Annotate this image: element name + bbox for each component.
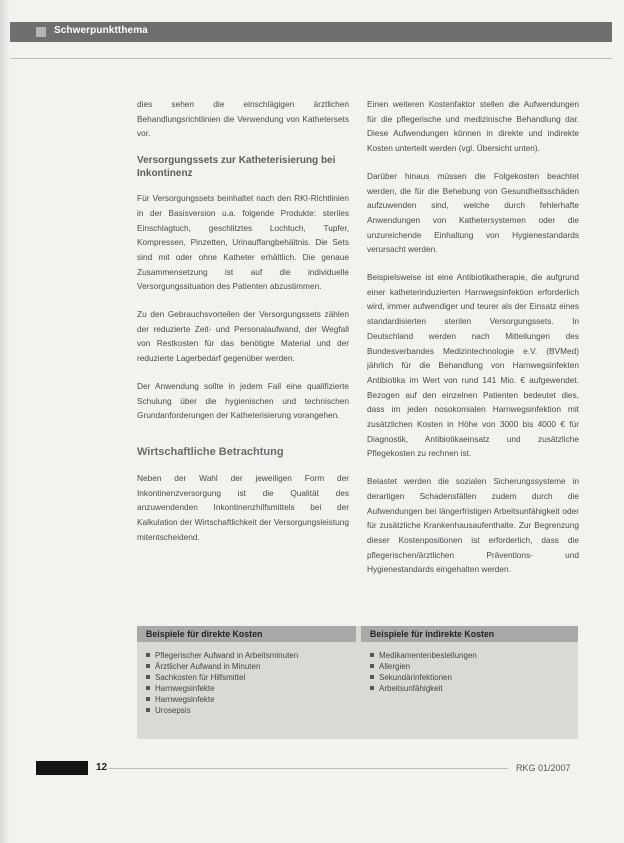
paragraph-economics: Neben der Wahl der jeweiligen Form der Inkontinenzversorgung ist die Qualität des anzuwendenden Inkontinenzhilfsmittels bei der Kalkulation der Wirtschaftlichkeit der Versorgungsleistung mitentscheidend. (137, 472, 349, 542)
list-item (146, 705, 351, 716)
list-item-label: Sekundärinfektionen (379, 673, 452, 682)
bullet-icon (146, 664, 150, 668)
paragraph-cost-factor: Einen weiteren Kostenfaktor stellen die Aufwendungen für die pflegerische und medizinische Behandlung dar. Diese Aufwendungen können in direkte und indirekte Kosten unterteilt werden (vgl. Übersicht unten). (367, 99, 579, 154)
footer-divider (108, 768, 508, 769)
subheading-versorgungssets: Versorgungssets zur Katheterisierung bei Inkontinenz (137, 155, 336, 180)
list-item-label: Pflegerischer Aufwand in Arbeitsminuten (155, 651, 299, 660)
issue-label: RKG 01/2007 (516, 763, 571, 773)
bullet-icon (146, 675, 150, 679)
section-heading-economics: Wirtschaftliche Betrachtung (137, 445, 284, 458)
bullet-icon (146, 697, 150, 701)
right-column (367, 97, 579, 590)
bullet-icon (370, 664, 374, 668)
list-item-label: Sachkosten für Hilfsmittel (155, 673, 246, 682)
list-item-label: Medikamentenbestellungen (379, 651, 477, 660)
indirect-costs-list (370, 650, 570, 694)
section-label: Schwerpunktthema (54, 25, 148, 36)
bullet-icon (146, 653, 150, 657)
list-item-label: Harnwegsinfekte (155, 695, 215, 704)
paragraph-advantages: Zu den Gebrauchsvorteilen der Versorgungssets zählen der reduzierte Zeit- und Personalaufwand, der Wegfall von Restkosten für das benötigte Material und der reduzierte Lagerbedarf gegenüber werden. (137, 309, 349, 364)
list-item (146, 672, 351, 683)
direct-costs-list (146, 650, 351, 716)
section-marker-square (36, 27, 46, 37)
list-item (146, 661, 351, 672)
paragraph-antibiotics: Beispielsweise ist eine Antibiotikatherapie, die aufgrund einer katheterinduzierten Harnwegsinfektion erforderlich wird, immer aufwendiger und teurer als der Einsatz eines standardisierten sterilen Versorgungssets. In Deutschland werden nach Mitteilungen des Bundesverbandes Medizintechnologie e.V. (BVMed) jährlich für die Behandlung von Harnwegsinfekten Antibiotika im Wert von rund 141 Mio. € aufgewendet. Bezogen auf den einzelnen Patienten bedeutet dies, dass im jeden nosokomialen Harnwegsinfektion mit zusätzlichen Kosten in Höhe von 3000 bis 4000 € für Diagnostik, Antibiotikaeinsatz und zusätzliche Pflegekosten zu rechnen ist. (367, 272, 579, 459)
list-item-label: Ärztlicher Aufwand in Minuten (155, 662, 261, 671)
left-column (137, 97, 349, 557)
list-item (370, 650, 570, 661)
intro-paragraph: dies sehen die einschlägigen ärztlichen Behandlungsrichtlinien die Verwendung von Kathetersets vor. (137, 99, 349, 139)
indirect-costs-title: Beispiele für indirekte Kosten (361, 626, 578, 642)
list-item-label: Allergien (379, 662, 411, 671)
paragraph-training: Der Anwendung sollte in jedem Fall eine qualifizierte Schulung über die hygienischen und technischen Grundanforderungen der Katheterisierung vorangehen. (137, 380, 349, 421)
paragraph-follow-up-costs: Darüber hinaus müssen die Folgekosten beachtet werden, die für die Behebung von Gesundheitsschäden aufzuwenden sind, welche durch fehlerhafte Anwendungen von Kathetersystemen oder die unzureichende Einhaltung von Hygienestandards verursacht werden. (367, 170, 579, 255)
bullet-icon (370, 675, 374, 679)
list-item (370, 661, 570, 672)
list-item-label: Urosepsis (155, 706, 191, 715)
header-divider (10, 58, 612, 59)
list-item (370, 672, 570, 683)
list-item (146, 650, 351, 661)
page-spine-shadow (0, 0, 10, 843)
paragraph-social-systems: Belastet werden die sozialen Sicherungssysteme in derartigen Schadensfällen zudem durch die Aufwendungen bei längerfristigen Arbeitsunfähigkeit oder für zusätzliche Krankenhausaufenthalte. Zur Begrenzung dieser Kostenpositionen ist erforderlich, dass die pflegerischen/ärztlichen Präventions- und Hygienestandards eingehalten werden. (367, 476, 579, 575)
bullet-icon (370, 686, 374, 690)
footer-bar (36, 761, 88, 775)
list-item-label: Harnwegsinfekte (155, 684, 215, 693)
bullet-icon (370, 653, 374, 657)
list-item (146, 683, 351, 694)
cost-examples-box (137, 626, 578, 739)
list-item (370, 683, 570, 694)
page-number: 12 (96, 762, 108, 773)
list-item-label: Arbeitsunfähigkeit (379, 684, 443, 693)
bullet-icon (146, 708, 150, 712)
paragraph-set-contents: Für Versorgungssets beinhaltet nach den RKI-Richtlinien in der Basisversion u.a. folgende Produkte: steriles Einschlagtuch, geschlitztes Lochtuch, Tupfer, Kompressen, Pinzetten, Urinauffangbehältnis. Die Sets sind mit oder ohne Katheter erhältlich. Die genaue Zusammensetzung ist auf die individuelle Versorgungssituation des Patienten abzustimmen. (137, 193, 349, 292)
bullet-icon (146, 686, 150, 690)
list-item (146, 694, 351, 705)
direct-costs-title: Beispiele für direkte Kosten (137, 626, 356, 642)
